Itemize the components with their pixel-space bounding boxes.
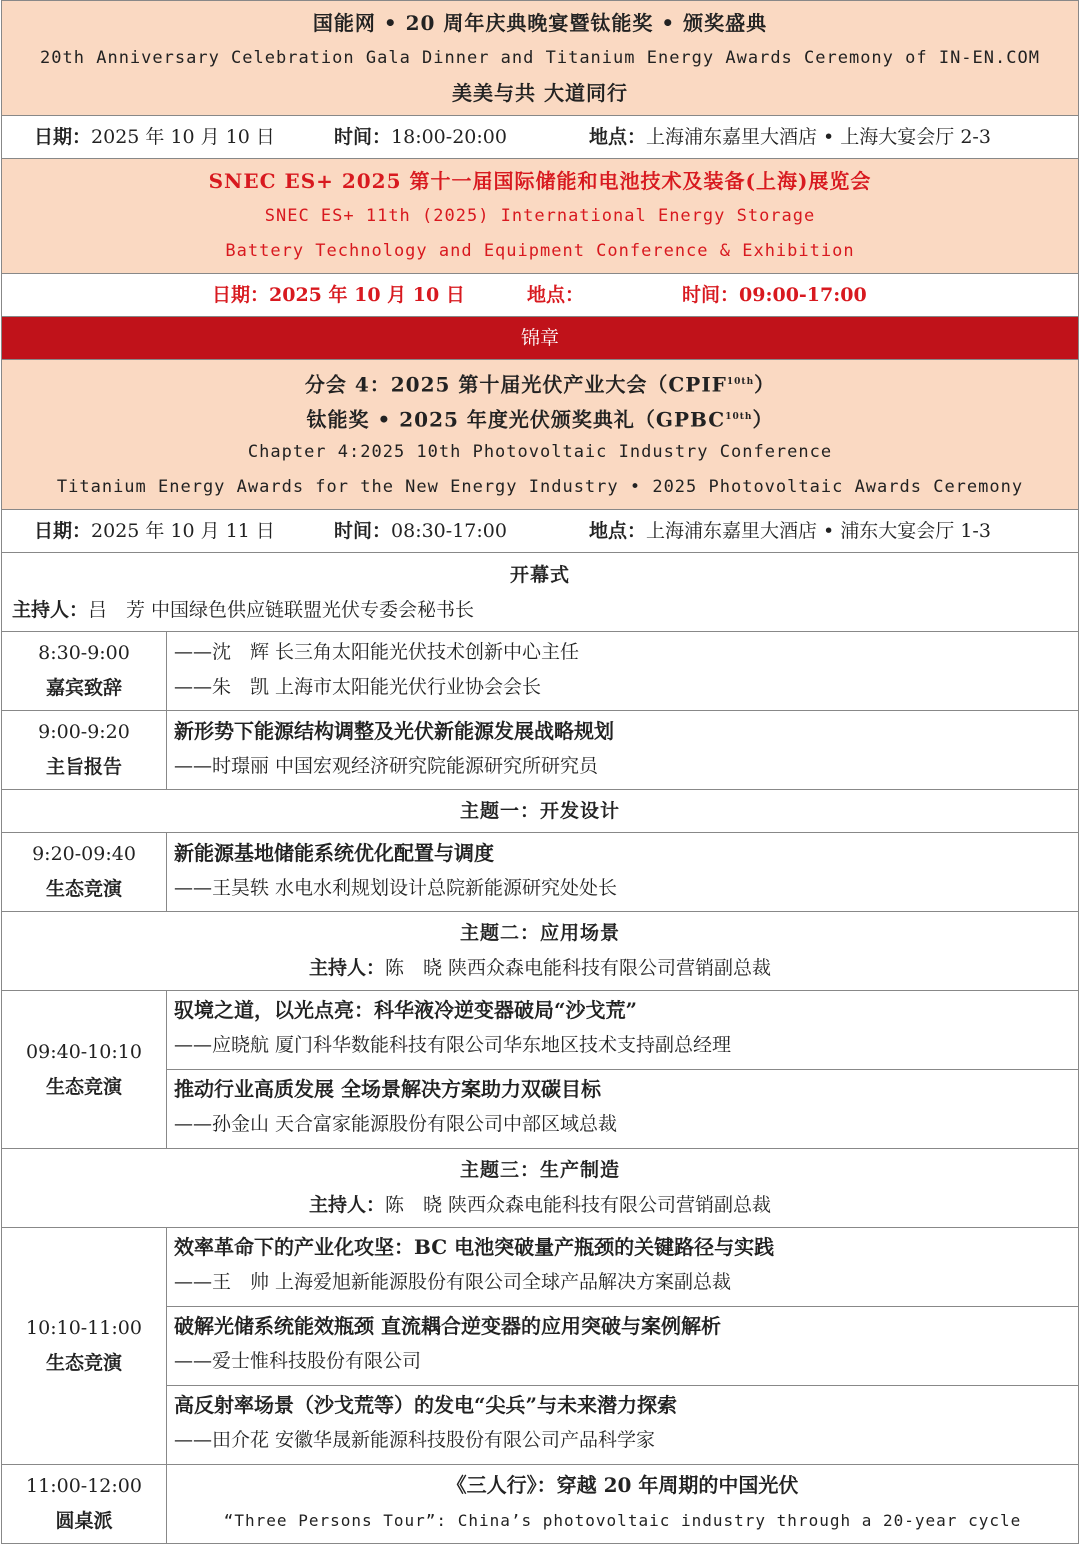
chapter-title-en-2: Titanium Energy Awards for the New Energy Industry • 2025 Photovoltaic Awards Ceremony [56, 477, 1024, 497]
snec-date: 2025 年 10 月 10 日 [269, 284, 465, 306]
time-cell [2, 833, 167, 911]
snec-meta [2, 274, 1078, 317]
place-label: 地点： [589, 126, 647, 148]
time-cell [2, 632, 167, 710]
opening-title: 开幕式 [509, 564, 570, 586]
slot-time: 09:40-10:10 [26, 1040, 142, 1063]
slot-label: 圆桌派 [55, 1510, 113, 1532]
talk-title: 新能源基地储能系统优化配置与调度 [174, 841, 494, 865]
time-label: 时间： [334, 520, 392, 542]
time-cell [2, 1465, 167, 1543]
topic-title: 主题三：生产制造 [459, 1159, 620, 1181]
topic-header [2, 790, 1078, 833]
talk-item [167, 1228, 1078, 1307]
slot-time: 11:00-12:00 [26, 1475, 142, 1497]
slot-time: 9:20-09:40 [32, 843, 136, 865]
time-label: 时间： [334, 126, 392, 148]
chapter-title-en-1: Chapter 4:2025 10th Photovoltaic Industry Conference [247, 442, 833, 462]
talk-title: 推动行业高质发展 全场景解决方案助力双碳目标 [174, 1077, 601, 1101]
speaker-line: ——时璟丽 中国宏观经济研究院能源研究所研究员 [174, 755, 599, 777]
gala-date: 2025 年 10 月 10 日 [91, 126, 275, 148]
speaker-line: ——王昊轶 水电水利规划设计总院新能源研究处处长 [174, 877, 618, 899]
snec-title-en-2: Battery Technology and Equipment Conference & Exhibition [225, 241, 855, 261]
topic-title: 主题二：应用场景 [459, 922, 620, 944]
gala-title-en: 20th Anniversary Celebration Gala Dinner and Titanium Energy Awards Ceremony of IN-EN.COM [40, 48, 1040, 68]
topic-host: 主持人：陈 晓 陕西众森电能科技有限公司营销副总裁 [308, 957, 772, 979]
slot-label: 生态竞演 [45, 1075, 122, 1098]
speaker-line: ——沈 辉 长三角太阳能光伏技术创新中心主任 [174, 641, 580, 663]
talk-item [167, 1386, 1078, 1464]
topic-header [2, 1149, 1078, 1228]
slot-label: 主旨报告 [45, 756, 122, 778]
talk-title: 破解光储系统能效瓶颈 直流耦合逆变器的应用突破与案例解析 [174, 1314, 721, 1338]
chapter-title-1: 分会 4：2025 第十届光伏产业大会$(CPIF^{10th})$ [304, 372, 776, 397]
chapter-meta [2, 510, 1078, 553]
opening-host: 主持人：吕 芳 中国绿色供应链联盟光伏专委会秘书长 [12, 599, 475, 621]
time-cell [2, 711, 167, 789]
speaker-line: ——应晓航 厦门科华数能科技有限公司华东地区技术支持副总经理 [174, 1034, 732, 1056]
talk-item [167, 1070, 1078, 1148]
talk-title: 《三人行》：穿越 20 年周期的中国光伏 [446, 1473, 799, 1497]
topic-header [2, 912, 1078, 991]
gala-header [2, 1, 1078, 116]
speaker-line: ——爱士惟科技股份有限公司 [174, 1350, 422, 1372]
chapter-header [2, 360, 1078, 510]
schedule-row [2, 991, 1078, 1149]
speaker-line: ——田介花 安徽华晟新能源科技股份有限公司产品科学家 [174, 1429, 656, 1451]
chapter-title-2: 钛能奖 • 2025 年度光伏颁奖典礼$(GPBC^{10th})$ [306, 407, 774, 432]
gala-meta [2, 116, 1078, 159]
agenda-table [1, 0, 1079, 1544]
talk-subtitle: “Three Persons Tour”: China’s photovoltaic industry through a 20-year cycle [223, 1511, 1022, 1530]
date-label: 日期： [34, 126, 92, 148]
schedule-row [2, 1465, 1078, 1543]
snec-time: 09:00-17:00 [739, 284, 867, 306]
gala-time: 18:00-20:00 [391, 126, 507, 148]
slot-time: 10:10-11:00 [26, 1317, 142, 1339]
date-label: 日期： [34, 520, 92, 542]
talk-title: 驭境之道，以光点亮：科华液冷逆变器破局“沙戈荒” [174, 998, 638, 1022]
talk-item [167, 991, 1078, 1070]
time-label: 时间： [682, 284, 740, 306]
talk-title: 高反射率场景（沙戈荒等）的发电“尖兵”与未来潜力探索 [174, 1393, 678, 1417]
time-cell [2, 991, 167, 1148]
snec-title-cn: SNEC ES+ 2025 第十一届国际储能和电池技术及装备(上海)展览会 [208, 169, 872, 193]
topic-title: 主题一：开发设计 [459, 800, 620, 822]
place-label: 地点： [527, 284, 585, 306]
schedule-row [2, 632, 1078, 711]
schedule-row [2, 833, 1078, 912]
chapter-time: 08:30-17:00 [391, 520, 507, 542]
slot-label: 生态竞演 [45, 878, 122, 900]
talk-title: 新形势下能源结构调整及光伏新能源发展战略规划 [174, 719, 614, 743]
gala-place: 上海浦东嘉里大酒店 • 上海大宴会厅 2-3 [646, 126, 991, 148]
slot-label: 生态竞演 [45, 1352, 122, 1374]
date-label: 日期： [212, 284, 270, 306]
gala-title-cn: 国能网 • 20 周年庆典晚宴暨钛能奖 • 颁奖盛典 [312, 11, 768, 35]
slot-time: 9:00-9:20 [38, 721, 130, 743]
section-band: 锦章 [2, 317, 1078, 360]
chapter-date: 2025 年 10 月 11 日 [91, 520, 275, 542]
talk-title: 效率革命下的产业化攻坚：BC 电池突破量产瓶颈的关键路径与实践 [174, 1235, 775, 1259]
place-label: 地点： [589, 520, 647, 542]
topic-host: 主持人：陈 晓 陕西众森电能科技有限公司营销副总裁 [308, 1194, 772, 1216]
snec-header [2, 159, 1078, 274]
snec-title-en-1: SNEC ES+ 11th (2025) International Energy Storage [264, 206, 816, 226]
opening-section [2, 553, 1078, 632]
schedule-row [2, 711, 1078, 790]
slot-label: 嘉宾致辞 [45, 677, 122, 699]
schedule-row [2, 1228, 1078, 1465]
speaker-line: ——王 帅 上海爱旭新能源股份有限公司全球产品解决方案副总裁 [174, 1271, 732, 1293]
chapter-place: 上海浦东嘉里大酒店 • 浦东大宴会厅 1-3 [646, 520, 991, 542]
speaker-line: ——孙金山 天合富家能源股份有限公司中部区域总裁 [174, 1113, 618, 1135]
gala-slogan: 美美与共 大道同行 [452, 81, 628, 105]
talk-item [167, 1307, 1078, 1386]
speaker-line: ——朱 凯 上海市太阳能光伏行业协会会长 [174, 676, 542, 698]
time-cell [2, 1228, 167, 1464]
slot-time: 8:30-9:00 [38, 642, 130, 664]
